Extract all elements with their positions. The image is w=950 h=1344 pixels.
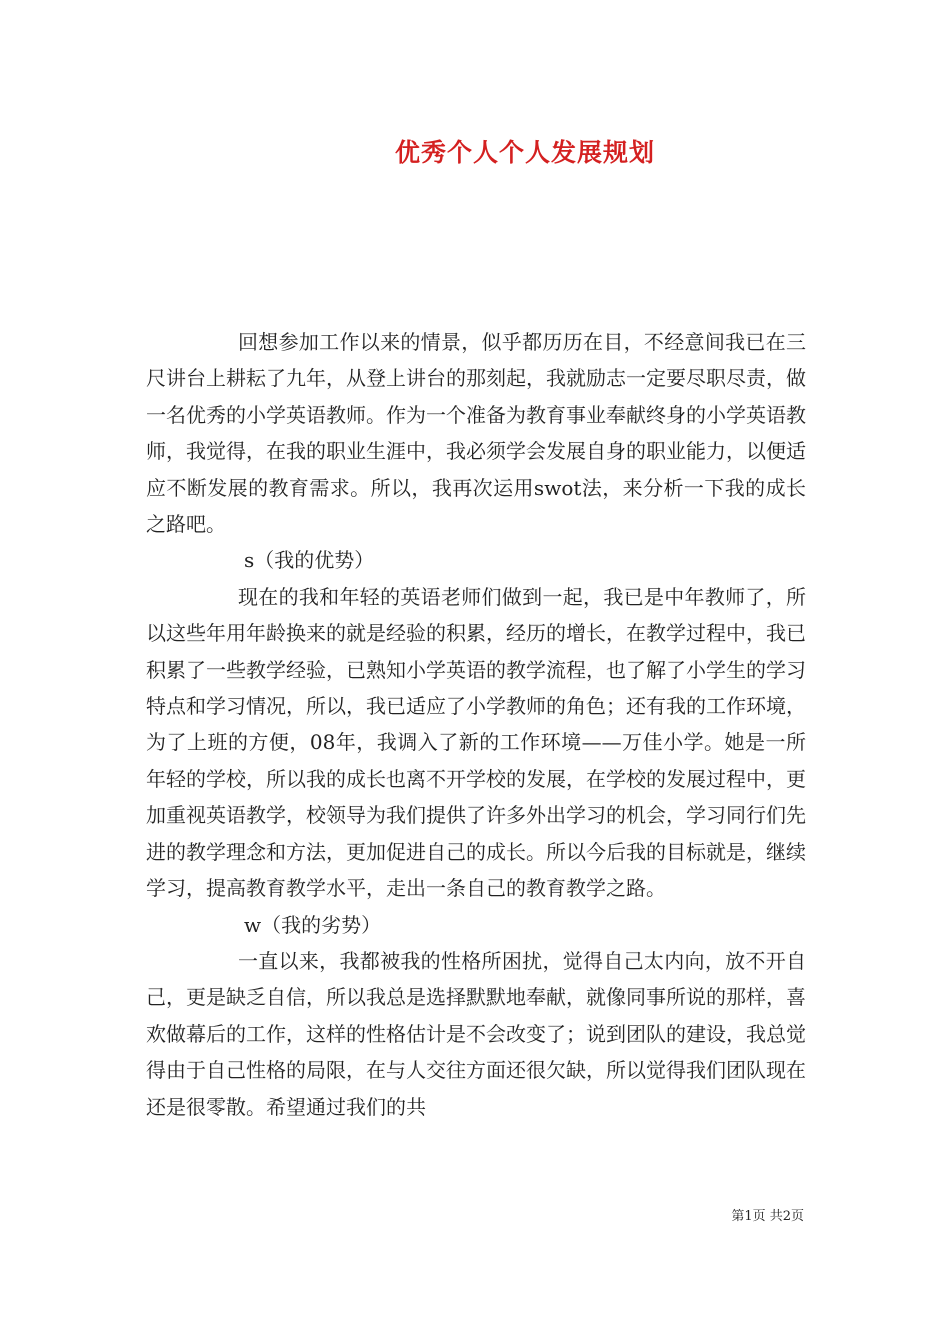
document-title: 优秀个人个人发展规划 — [394, 138, 655, 167]
document-body — [146, 324, 806, 1125]
paragraph-strengths: 现在的我和年轻的英语老师们做到一起，我已是中年教师了，所以这些年用年龄换来的就是经验的积累，经历的增长，在教学过程中，我已积累了一些教学经验，已熟知小学英语的教学流程，也了解了小学生的学习特点和学习情况，所以，我已适应了小学教师的角色；还有我的工作环境，为了上班的方便，08年，我调入了新的工作环境——万佳小学。她是一所年轻的学校，所以我的成长也离不开学校的发展，在学校的发展过程中，更加重视英语教学，校领导为我们提供了许多外出学习的机会，学习同行们先进的教学理念和方法，更加促进自己的成长。所以今后我的目标就是，继续学习，提高教育教学水平，走出一条自己的教育教学之路。 — [146, 584, 806, 901]
page-number-footer: 第1页 共2页 — [731, 1209, 804, 1224]
paragraph-intro: 回想参加工作以来的情景，似乎都历历在目，不经意间我已在三尺讲台上耕耘了九年，从登上讲台的那刻起，我就励志一定要尽职尽责，做一名优秀的小学英语教师。作为一个准备为教育事业奉献终身的小学英语教师，我觉得，在我的职业生涯中，我必须学会发展自身的职业能力，以便适应不断发展的教育需求。所以，我再次运用swot法，来分析一下我的成长之路吧。 — [146, 330, 806, 537]
section-heading-weaknesses: w（我的劣势） — [244, 912, 382, 937]
paragraph-weaknesses: 一直以来，我都被我的性格所困扰，觉得自己太内向，放不开自己，更是缺乏自信，所以我总是选择默默地奉献，就像同事所说的那样，喜欢做幕后的工作，这样的性格估计是不会改变了；说到团队的建设，我总觉得由于自己性格的局限，在与人交往方面还很欠缺，所以觉得我们团队现在还是很零散。希望通过我们的共 — [146, 948, 806, 1119]
section-heading-strengths: s（我的优势） — [244, 548, 375, 573]
